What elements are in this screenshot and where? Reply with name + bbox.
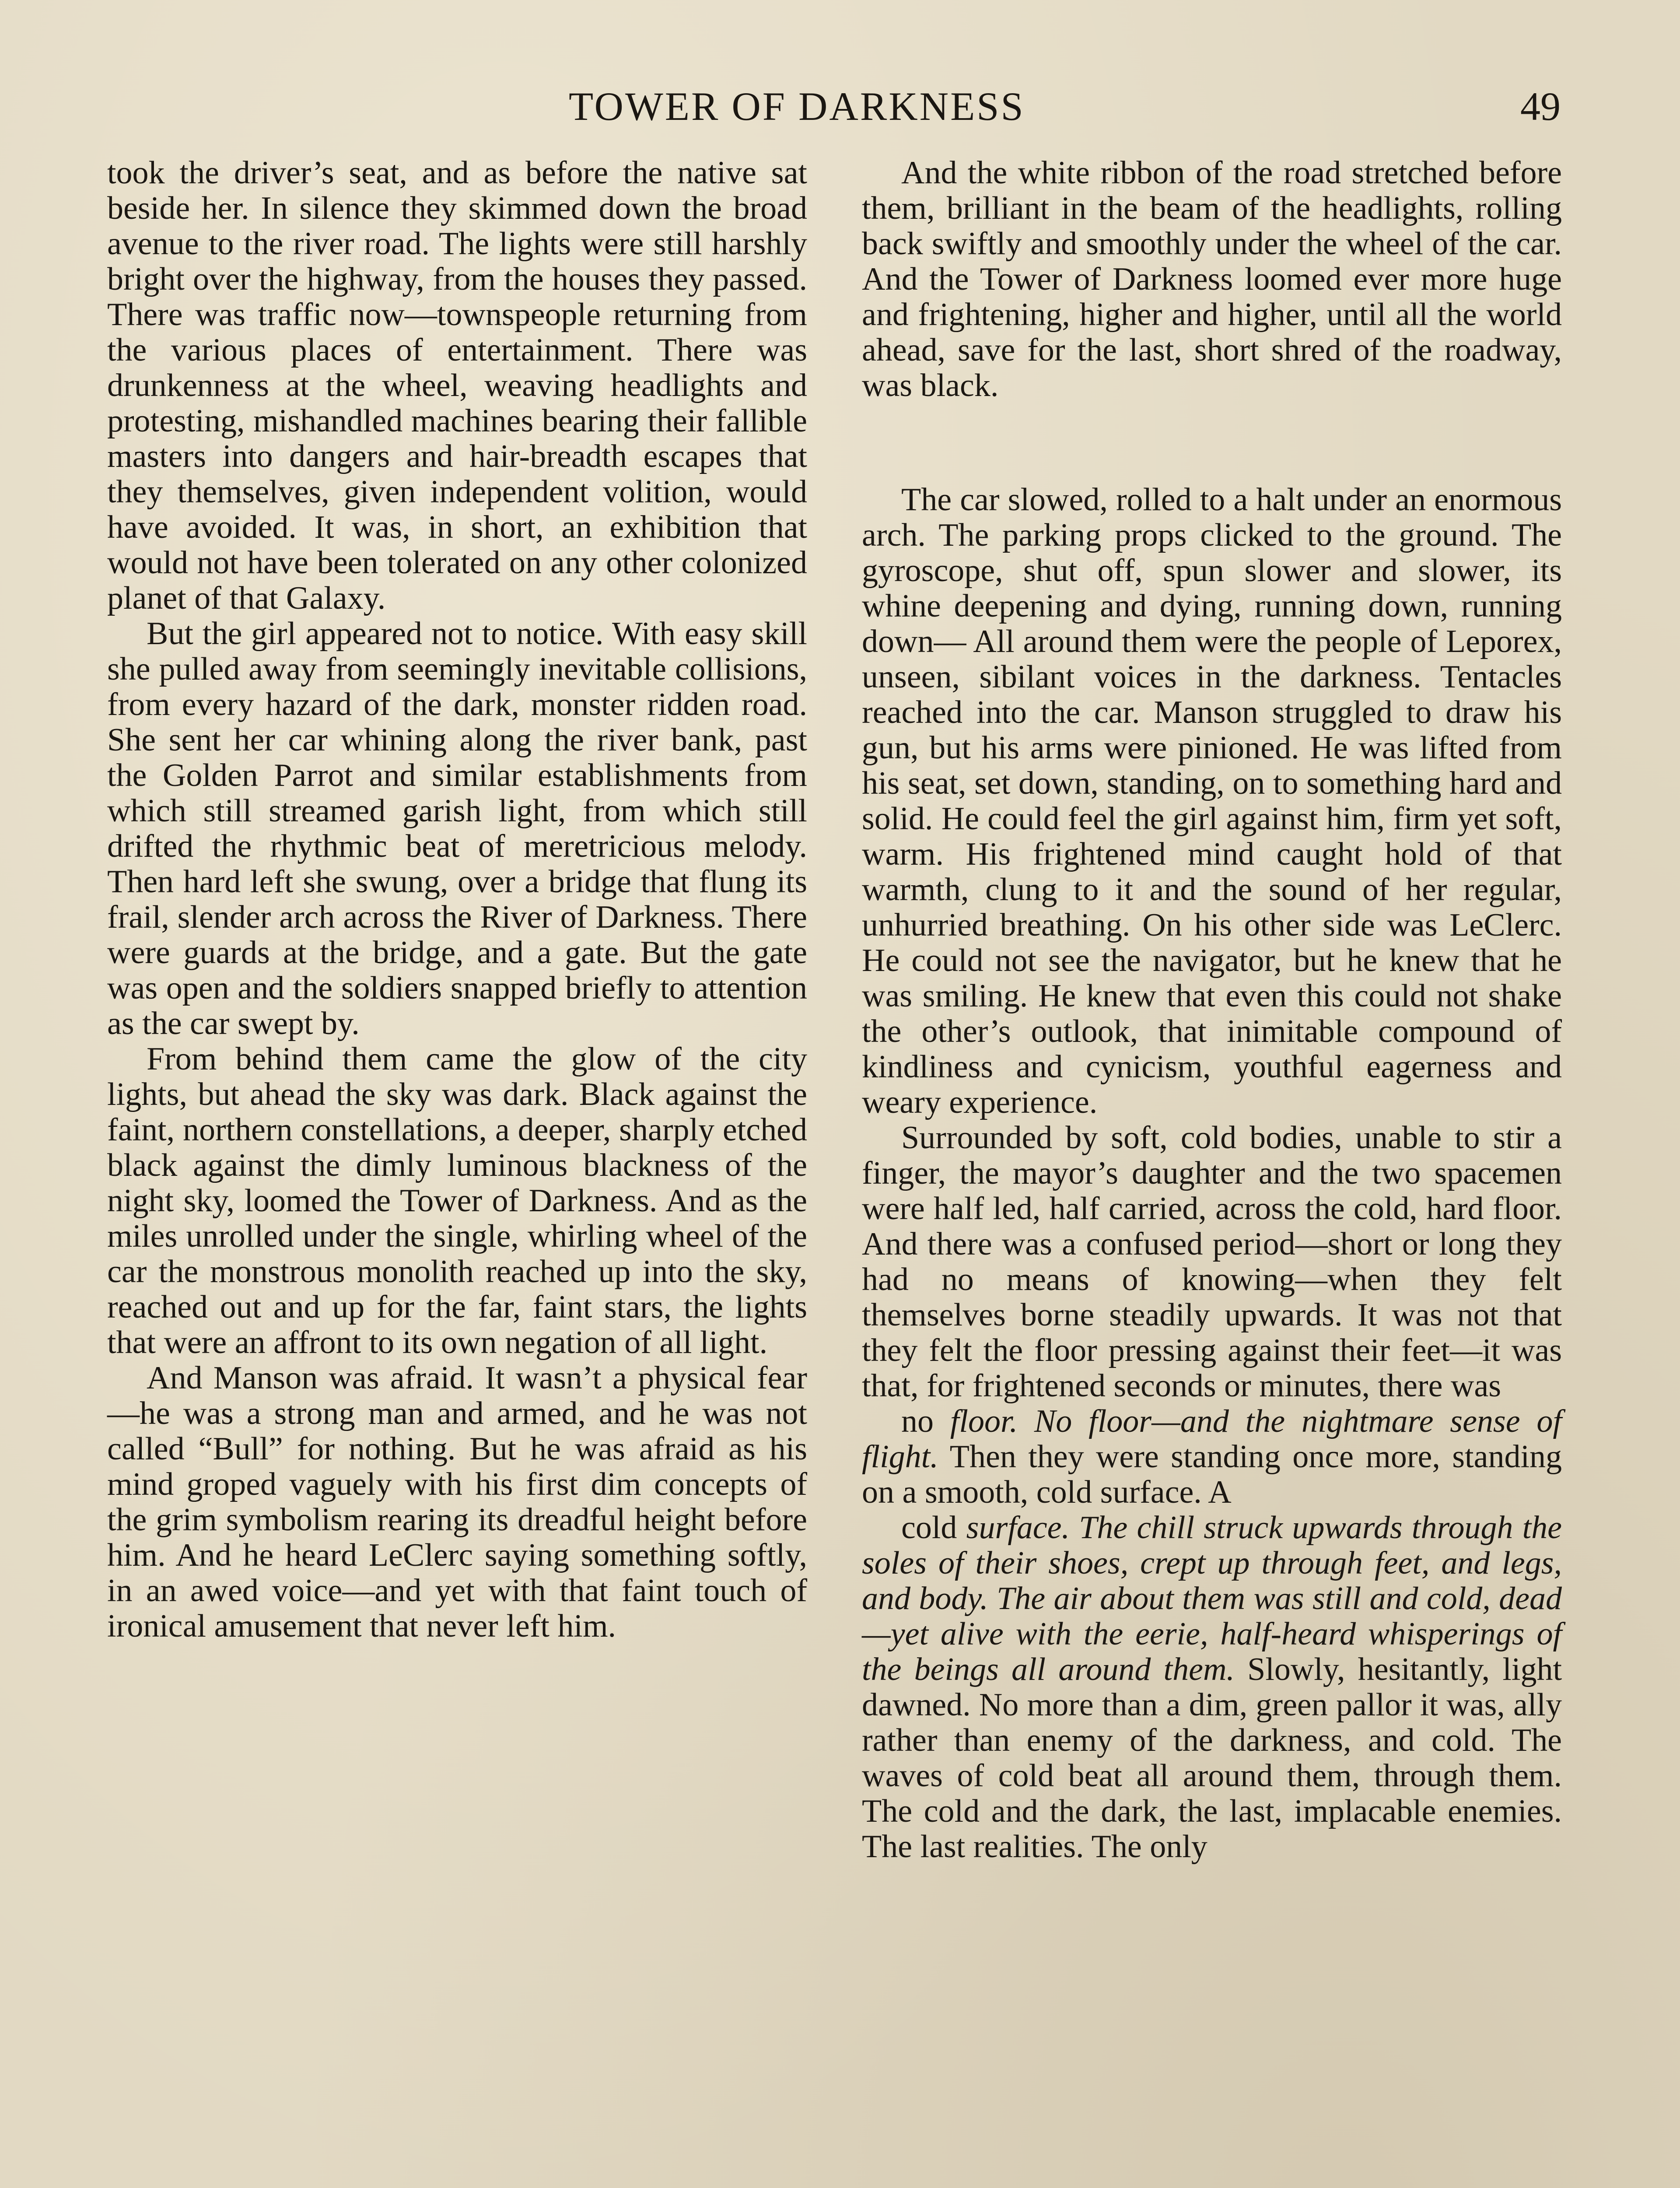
left-column	[107, 155, 807, 1644]
paragraph: And the white ribbon of the road stretched before them, brilliant in the beam of the headlights, rolling back swiftly and smoothly under the wheel of the car. And the Tower of Darkness loomed ever more huge and frightening, higher and higher, until all the world ahead, save for the last, short shred of the roadway, was black.	[862, 155, 1562, 403]
paragraph: took the driver’s seat, and as before the native sat beside her. In silence they skimmed down the broad avenue to the river road. The lights were still harshly bright over the highway, from the houses they passed. There was traffic now—townspeople returning from the various places of entertainment. There was drunkenness at the wheel, weaving headlights and protesting, mishandled machines bearing their fallible masters into dangers and hair-breadth escapes that they themselves, given independent volition, would have avoided. It was, in short, an exhibition that would not have been tolerated on any other colonized planet of that Galaxy.	[107, 155, 807, 616]
right-column	[862, 155, 1562, 1865]
running-head-title: TOWER OF DARKNESS	[569, 84, 1025, 129]
paragraph: And Manson was afraid. It wasn’t a physical fear—he was a strong man and armed, and he was not called “Bull” for nothing. But he was afraid as his mind groped vaguely with his first dim concepts of the grim symbolism rearing its dreadful height before him. And he heard LeClerc saying something softly, in an awed voice—and yet with that faint touch of ironical amusement that never left him.	[107, 1360, 807, 1644]
paragraph	[862, 1510, 1562, 1865]
emphasis-text: floor. No floor—and the nightmare sense of flight.	[862, 1403, 1562, 1475]
emphasis-text: surface. The chill struck upwards through the soles of their shoes, crept up through feet, and legs, and body. The air about them was still and cold, dead—yet alive with the eerie, half-heard whisperings of the beings all around them.	[862, 1510, 1562, 1687]
paragraph: The car slowed, rolled to a halt under an enormous arch. The parking props clicked to the ground. The gyroscope, shut off, spun slower and slower, its whine deepening and dying, running down, running down— All around them were the people of Leporex, unseen, sibilant voices in the darkness. Tentacles reached into the car. Manson struggled to draw his gun, but his arms were pinioned. He was lifted from his seat, set down, standing, on to something hard and solid. He could feel the girl against him, firm yet soft, warm. His frightened mind caught hold of that warmth, clung to it and the sound of her regular, unhurried breathing. On his other side was LeClerc. He could not see the navigator, but he knew that he was smiling. He knew that even this could not shake the other’s outlook, that inimitable compound of kindliness and cynicism, youthful eagerness and weary experience.	[862, 482, 1562, 1120]
section-break	[862, 403, 1562, 482]
paragraph	[862, 1404, 1562, 1510]
paragraph: Surrounded by soft, cold bodies, unable to stir a finger, the mayor’s daughter and the two spacemen were half led, half carried, across the cold, hard floor. And there was a confused period—short or long they had no means of knowing—when they felt themselves borne steadily upwards. It was not that they felt the floor pressing against their feet—it was that, for frightened seconds or minutes, there was	[862, 1120, 1562, 1404]
page-number: 49	[1520, 84, 1561, 129]
text-run: Slowly, hesitantly, light dawned. No more than a dim, green pallor it was, ally rather than enemy of the darkness, and cold. The waves of cold beat all around them, through them. The cold and the dark, the last, implacable enemies. The last realities. The only	[862, 1652, 1562, 1865]
text-run: no	[901, 1403, 934, 1439]
text-run: cold	[901, 1510, 957, 1546]
text-run: Then they were standing once more, standing on a smooth, cold surface. A	[862, 1439, 1562, 1510]
paragraph: From behind them came the glow of the city lights, but ahead the sky was dark. Black against the faint, northern constellations, a deeper, sharply etched black against the dimly luminous blackness of the night sky, loomed the Tower of Darkness. And as the miles unrolled under the single, whirling wheel of the car the monstrous monolith reached up into the sky, reached out and up for the far, faint stars, the lights that were an affront to its own negation of all light.	[107, 1041, 807, 1360]
paragraph: But the girl appeared not to notice. With easy skill she pulled away from seemingly inevitable collisions, from every hazard of the dark, monster ridden road. She sent her car whining along the river bank, past the Golden Parrot and similar establishments from which still streamed garish light, from which still drifted the rhythmic beat of meretricious melody. Then hard left she swung, over a bridge that flung its frail, slender arch across the River of Darkness. There were guards at the bridge, and a gate. But the gate was open and the soldiers snapped briefly to attention as the car swept by.	[107, 616, 807, 1041]
